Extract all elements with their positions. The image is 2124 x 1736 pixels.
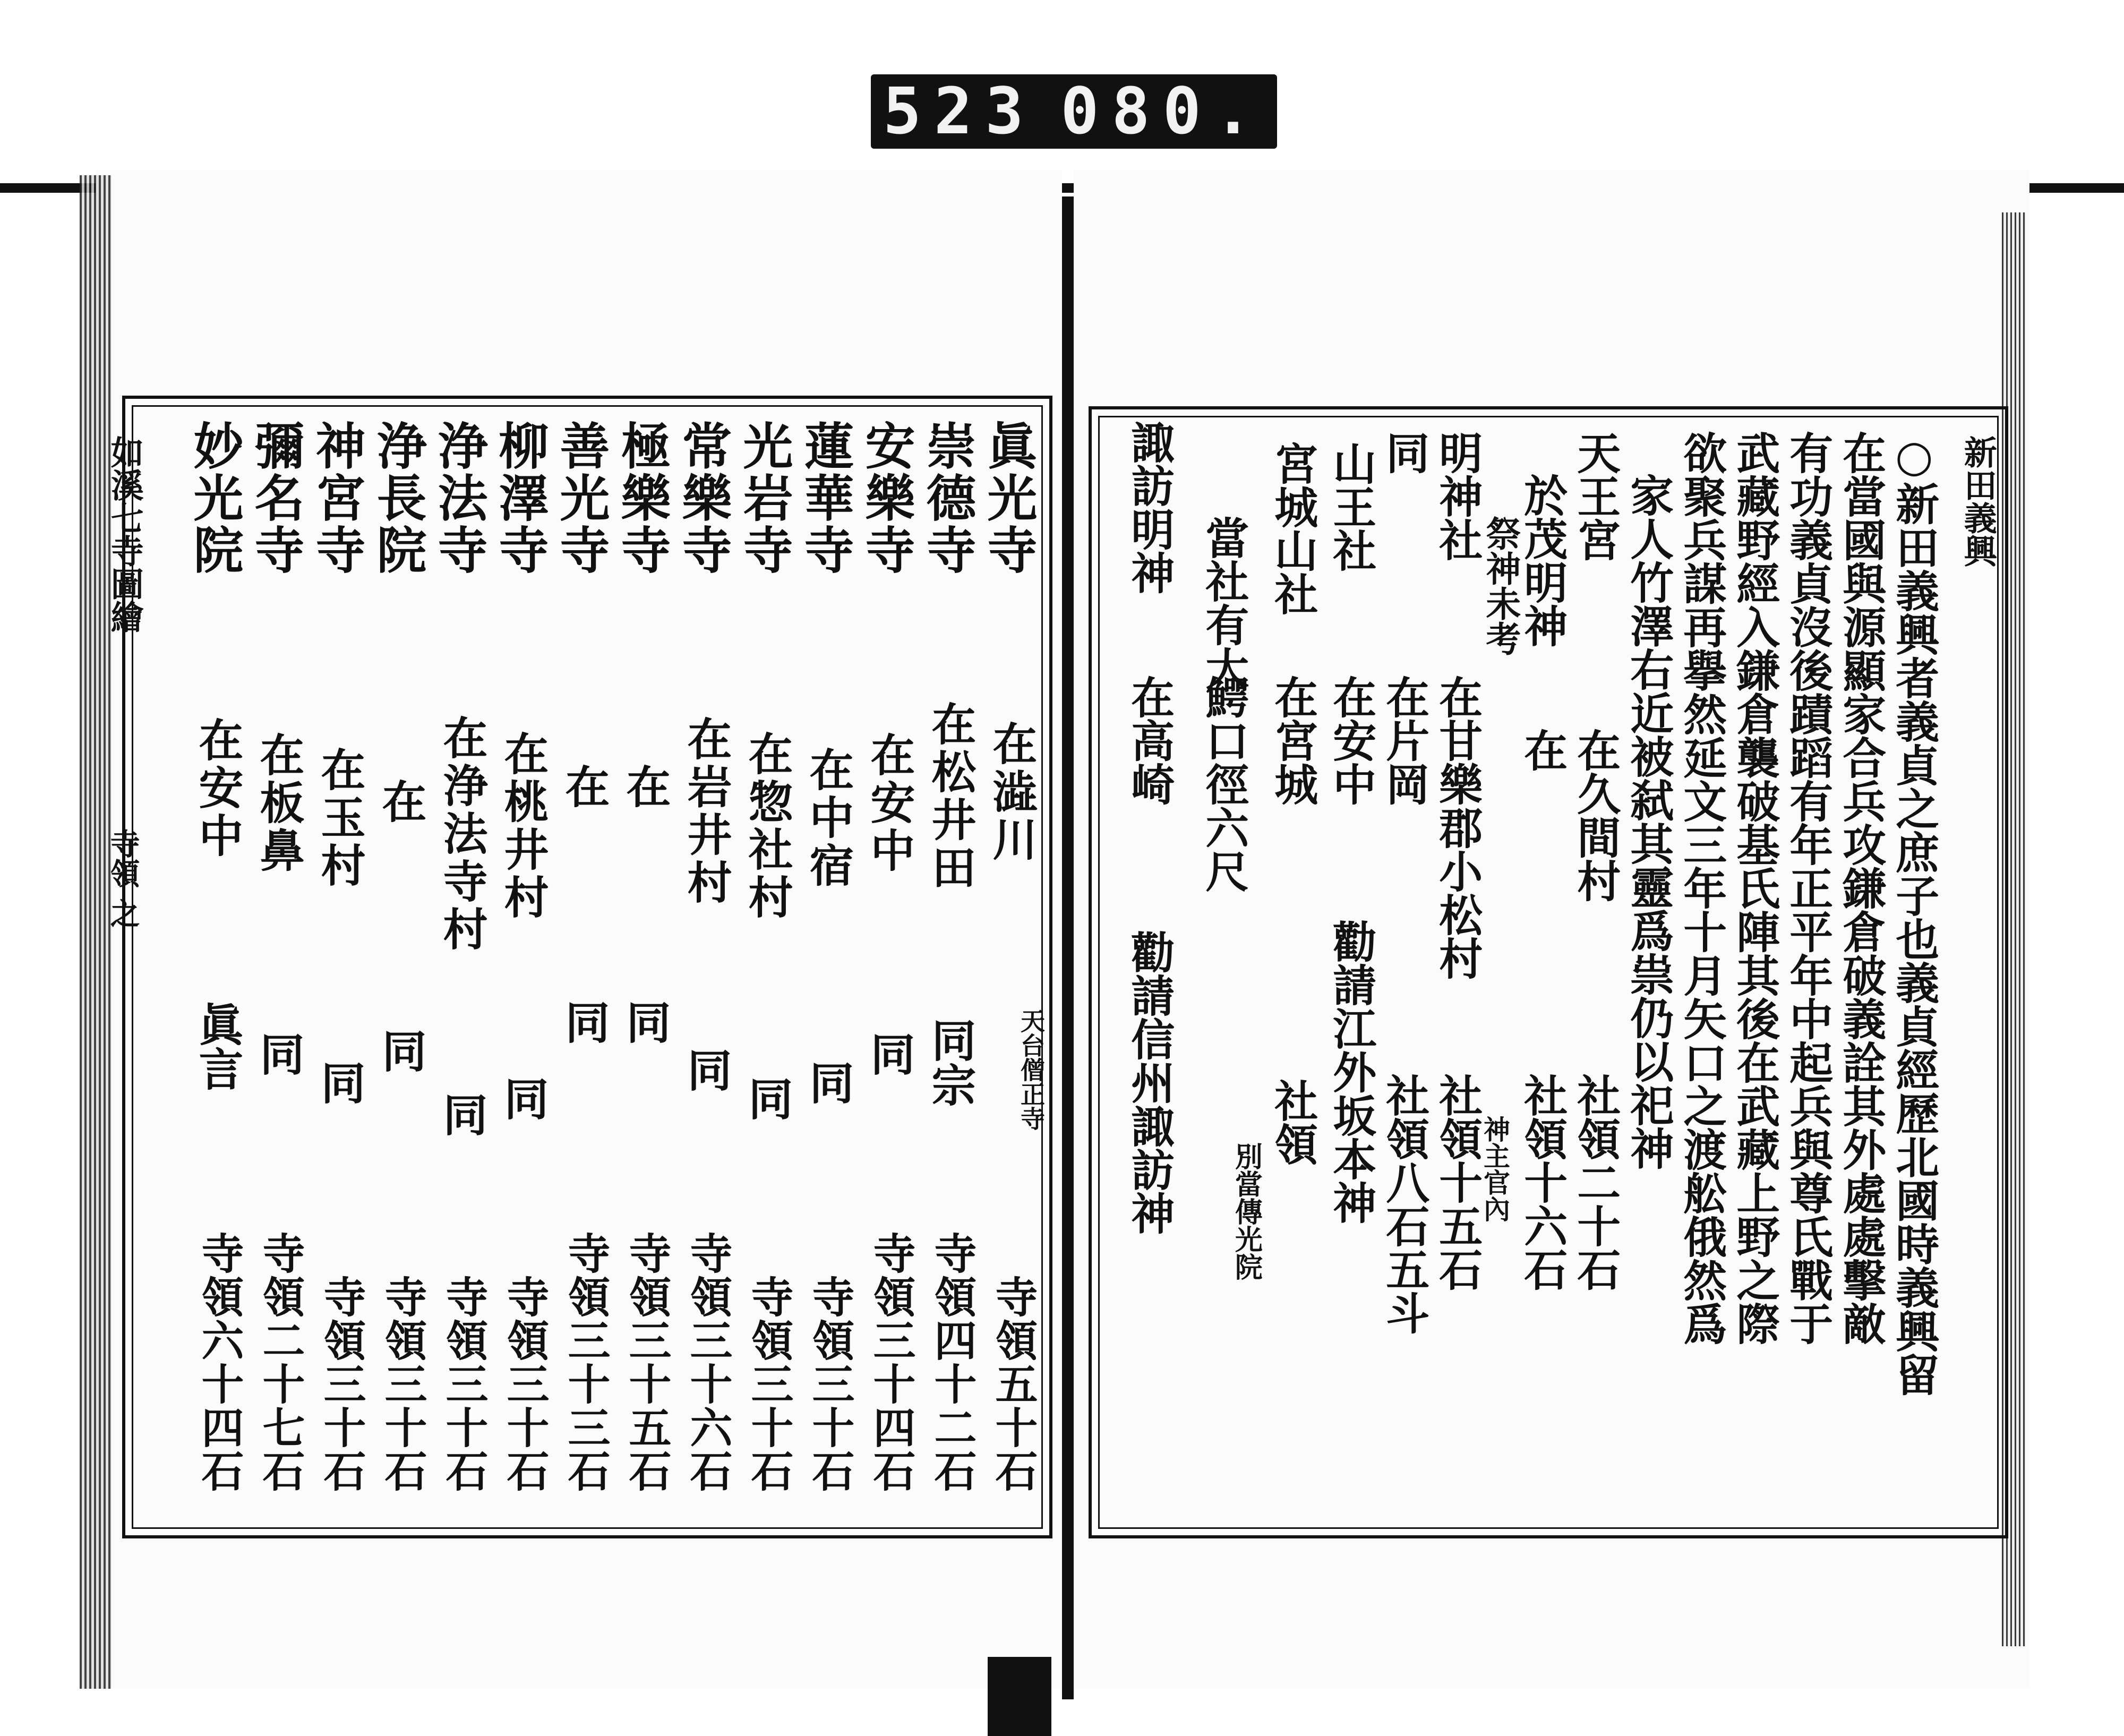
temple-sect: 同 [436,1092,489,1137]
right-margin-title: 新田義興 [1958,435,1998,567]
temple-yield: 寺領三十石 [744,1275,794,1493]
shrine-location: 在久間村 [1570,728,1621,902]
temple-name: 眞光寺 [979,420,1037,576]
shrine-location: 在高崎 [1124,675,1175,806]
scan-label-plate [871,74,1277,149]
temple-sect: 同 [253,1031,305,1076]
shrine-yield: 社領十六石 [1517,1073,1568,1291]
temple-entry [728,420,800,1493]
prose-line: ○新田義興者義貞之庶子也義貞經歷北國時義興留 [1888,431,1940,1396]
temple-location: 在板鼻 [253,732,305,876]
temple-name: 浄長院 [368,420,426,576]
shrine-name: 當社有大 [1198,516,1249,690]
temple-sect: 同 [497,1076,550,1121]
temple-location: 在中宿 [802,746,855,890]
temple-name: 妙光院 [185,420,243,576]
temple-sect: 同 [558,999,611,1044]
temple-location: 在桃井村 [497,730,550,922]
temple-yield: 寺領三十石 [439,1275,489,1493]
gutter-clip [988,1657,1051,1736]
shrine-yield: 社領 [1267,1079,1318,1166]
temple-yield: 寺領三十石 [378,1275,427,1493]
temple-location: 在 [619,764,672,812]
temple-sect: 同 [314,1060,366,1105]
temple-sect: 同 [375,1028,427,1073]
temple-sect: 同 [619,999,672,1044]
book-gutter [1062,196,1074,1699]
temple-entry [911,420,983,1493]
temple-location: 在浄法寺村 [436,714,489,954]
temple-entry [545,420,616,1493]
temple-location: 在 [375,778,427,826]
shrine-yield: 社領八石五斗 [1378,1073,1430,1335]
temple-name: 神宮寺 [307,420,365,576]
temple-name: 極樂寺 [612,420,671,576]
scan-label-left: 523 [883,74,1037,149]
shrine-extra: 祭神未考 [1479,516,1521,656]
prose-line: 有功義貞沒後蹟蹈有年正平年中起兵與尊氏戰于 [1782,431,1834,1345]
temple-location: 在安中 [192,717,244,861]
temple-entry [667,420,739,1493]
shrine-location: 在片岡 [1378,675,1430,806]
temple-yield: 寺領六十四石 [194,1231,244,1493]
scan-label-right: 080. [1060,74,1265,149]
temple-entry [789,420,861,1493]
shrine-location: 在宮城 [1267,675,1318,806]
temple-yield: 寺領三十三石 [561,1231,611,1493]
shrine-extra: 勸請江外坂本神 [1325,919,1377,1224]
shrine-note: 別當傳光院 [1230,1142,1263,1280]
temple-location: 在惣社村 [741,730,794,922]
shrine-location: 在甘樂郡小松村 [1432,675,1483,980]
shrine-name: 於茂明神 [1517,473,1568,647]
temple-name: 浄法寺 [429,420,487,576]
temple-entry [850,420,922,1493]
shrine-yield: 社領二十石 [1570,1073,1621,1291]
shrine-name: 山王社 [1325,441,1377,572]
temple-entry [423,420,494,1493]
temple-entry [178,420,250,1493]
temple-yield: 寺領四十二石 [927,1231,977,1493]
temple-name: 光岩寺 [734,420,793,576]
temple-location: 在 [558,764,611,812]
temple-name: 彌名寺 [246,420,304,576]
temple-name: 蓮華寺 [795,420,854,576]
temple-entry [362,420,433,1493]
left-margin-tail: 寺領 之 [105,828,141,928]
temple-yield: 寺領五十石 [988,1275,1038,1493]
right-page-frame [1089,406,2008,1538]
temple-yield: 寺領三十六石 [683,1231,733,1493]
temple-location: 在松井田 [924,701,977,893]
temple-entry [606,420,678,1493]
prose-line: 在當國與源顯家合兵攻鎌倉破義詮其外處處擊敵 [1835,431,1887,1345]
shrine-extra: 勸請信州諏訪神 [1124,930,1175,1235]
temple-name: 常樂寺 [673,420,732,576]
temple-entry [484,420,555,1493]
temple-sect: 同 [863,1031,916,1076]
left-page-edge [80,175,112,1689]
temple-entry [301,420,372,1493]
shrine-name: 同 [1378,431,1430,474]
shrine-name: 天王宮 [1570,431,1621,561]
temple-name: 柳澤寺 [490,420,549,576]
temple-sect: 同 [741,1076,794,1121]
prose-line: 家人竹澤右近被弑其靈爲祟仍以祀神 [1623,473,1674,1170]
shrine-note: 神主官內 [1479,1116,1511,1222]
temple-sect: 同 [680,1047,733,1092]
temple-yield: 寺領二十七石 [255,1231,305,1493]
temple-sect: 同 [802,1060,855,1105]
temple-yield: 寺領三十石 [316,1275,366,1493]
temple-name: 安樂寺 [857,420,915,576]
temple-location: 在安中 [863,732,916,876]
prose-line: 欲聚兵謀再擧然延文三年十月矢口之渡舩俄然爲 [1676,431,1727,1345]
temple-entry [239,420,311,1493]
temple-location: 在玉村 [314,746,366,890]
prose-line: 武藏野經入鎌倉襲破基氏陣其後在武藏上野之際 [1729,431,1780,1345]
temple-sect-note: 天台僧正寺 [1017,1008,1046,1131]
shrine-yield: 社領十五石 [1432,1073,1483,1291]
shrine-location: 在安中 [1325,675,1377,806]
shrine-location: 在 [1517,728,1568,772]
shrine-name: 諏訪明神 [1124,420,1175,594]
temple-name: 崇德寺 [918,420,976,576]
shrine-name: 宮城山社 [1267,441,1318,615]
temple-yield: 寺領三十四石 [866,1231,916,1493]
temple-sect: 同宗 [924,1017,977,1107]
temple-name: 善光寺 [551,420,610,576]
temple-yield: 寺領三十石 [500,1275,550,1493]
temple-yield: 寺領三十石 [805,1275,855,1493]
left-margin-title: 如溪七寺圖繪 [105,435,144,633]
left-page-frame [122,396,1052,1538]
temple-sect: 眞言 [192,1001,244,1091]
shrine-name: 明神社 [1432,431,1483,561]
temple-entry [972,420,1044,1493]
shrine-extra: 鰐口徑六尺 [1198,675,1249,893]
temple-location: 在澁川 [986,721,1038,864]
temple-location: 在岩井村 [680,716,733,908]
temple-yield: 寺領三十五石 [622,1231,672,1493]
